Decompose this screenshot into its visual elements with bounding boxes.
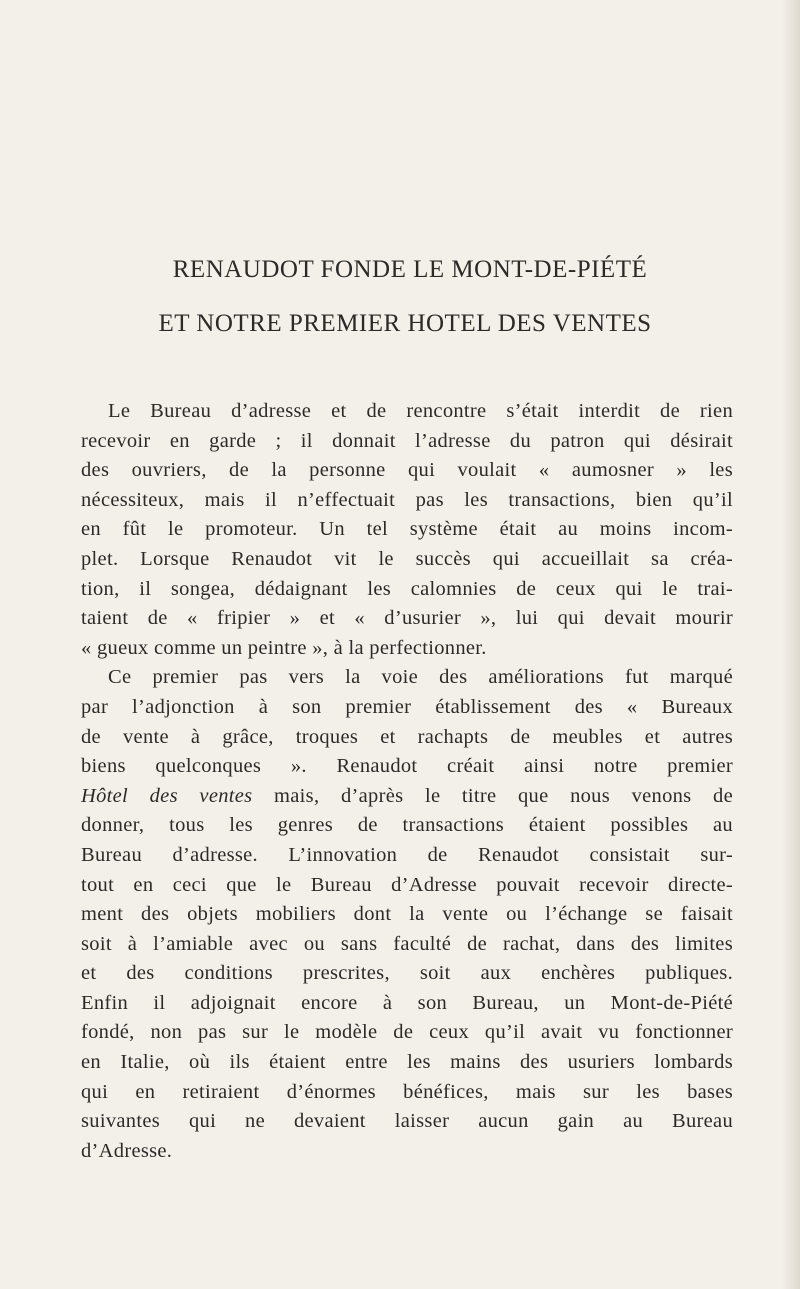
text-line: Le Bureau d’adresse et de rencontre s’était interdit de rien bbox=[108, 400, 733, 422]
text-line: taient de « fripier » et « d’usurier », lui qui devait mourir bbox=[81, 607, 733, 630]
chapter-title-line-1: RENAUDOT FONDE LE MONT-DE-PIÉTÉ bbox=[172, 256, 648, 283]
text-line: nécessiteux, mais il n’effectuait pas les transactions, bien qu’il bbox=[81, 488, 733, 511]
text-line: en Italie, où ils étaient entre les mains des usuriers lombards bbox=[81, 1051, 733, 1074]
text-line: Bureau d’adresse. L’innovation de Renaudot consistait sur- bbox=[81, 843, 733, 866]
text-line: suivantes qui ne devaient laisser aucun gain au Bureau bbox=[81, 1110, 733, 1133]
text-line: « gueux comme un peintre », à la perfectionner. bbox=[81, 636, 487, 659]
text-line: plet. Lorsque Renaudot vit le succès qui accueillait sa créa- bbox=[81, 547, 733, 570]
text-line: Ce premier pas vers la voie des améliorations fut marqué bbox=[108, 666, 733, 689]
text-line: donner, tous les genres de transactions étaient possibles au bbox=[81, 814, 733, 837]
chapter-title-line-2: ET NOTRE PREMIER HOTEL DES VENTES bbox=[158, 310, 652, 337]
text-line: qui en retiraient d’énormes bénéfices, mais sur les bases bbox=[81, 1080, 733, 1103]
body-text bbox=[81, 397, 733, 1166]
text-line: de vente à grâce, troques et rachapts de meubles et autres bbox=[81, 725, 733, 748]
text-line: Enfin il adjoignait encore à son Bureau, un Mont-de-Piété bbox=[81, 991, 733, 1014]
text-segment: mais, d’après le titre que nous venons de bbox=[252, 784, 733, 807]
text-line: tout en ceci que le Bureau d’Adresse pouvait recevoir directe- bbox=[81, 873, 733, 896]
text-line: tion, il songea, dédaignant les calomnies de ceux qui le trai- bbox=[81, 577, 733, 600]
text-line: fondé, non pas sur le modèle de ceux qu’il avait vu fonctionner bbox=[81, 1021, 733, 1044]
text-line: par l’adjonction à son premier établissement des « Bureaux bbox=[81, 695, 733, 718]
text-line-with-italic bbox=[81, 782, 733, 812]
text-line: soit à l’amiable avec ou sans faculté de rachat, dans des limites bbox=[81, 932, 733, 955]
text-line: en fût le promoteur. Un tel système était au moins incom- bbox=[81, 518, 733, 541]
text-line: des ouvriers, de la personne qui voulait « aumosner » les bbox=[81, 459, 733, 482]
page-edge-shadow bbox=[782, 0, 800, 1289]
text-line: biens quelconques ». Renaudot créait ainsi notre premier bbox=[81, 755, 733, 778]
text-line: d’Adresse. bbox=[81, 1139, 173, 1162]
text-line: recevoir en garde ; il donnait l’adresse du patron qui désirait bbox=[81, 429, 733, 452]
text-line: ment des objets mobiliers dont la vente ou l’échange se faisait bbox=[81, 903, 733, 926]
italic-title-hotel-des-ventes: Hôtel des ventes bbox=[81, 784, 253, 807]
text-line: et des conditions prescrites, soit aux enchères publiques. bbox=[81, 962, 733, 985]
